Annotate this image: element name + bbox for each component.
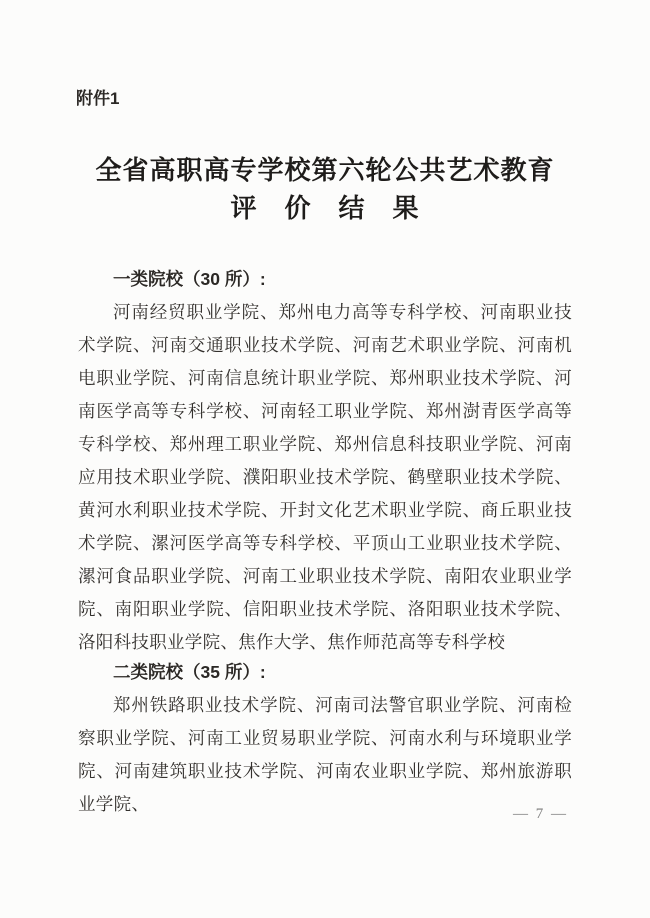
document-title-line-2: 评 价 结 果 (230, 194, 420, 223)
document-title-line-1: 全省高职高专学校第六轮公共艺术教育 (95, 156, 555, 185)
section-2-heading: 二类院校（35 所）: (113, 662, 266, 682)
page-number: — 7 — (513, 806, 568, 822)
section-2-body: 郑州铁路职业技术学院、河南司法警官职业学院、河南检察职业学院、河南工业贸易职业学院、河南水利与环境职业学院、河南建筑职业技术学院、河南农业职业学院、郑州旅游职业学院、 (78, 695, 572, 814)
section-1-heading: 一类院校（30 所）: (113, 269, 266, 289)
attachment-label: 附件1 (76, 89, 120, 108)
section-1-body: 河南经贸职业学院、郑州电力高等专科学校、河南职业技术学院、河南交通职业技术学院、河南艺术职业学院、河南机电职业学院、河南信息统计职业学院、郑州职业技术学院、河南医学高等专科学校、河南轻工职业学院、郑州澍青医学高等专科学校、郑州理工职业学院、郑州信息科技职业学院、河南应用技术职业学院、濮阳职业技术学院、鹤壁职业技术学院、黄河水利职业技术学院、开封文化艺术职业学院、商丘职业技术学院、漯河医学高等专科学校、平顶山工业职业技术学院、漯河食品职业学院、河南工业职业技术学院、南阳农业职业学院、南阳职业学院、信阳职业技术学院、洛阳职业技术学院、洛阳科技职业学院、焦作大学、焦作师范高等专科学校 (78, 302, 572, 652)
document-body (78, 266, 572, 821)
document-title (0, 152, 650, 228)
